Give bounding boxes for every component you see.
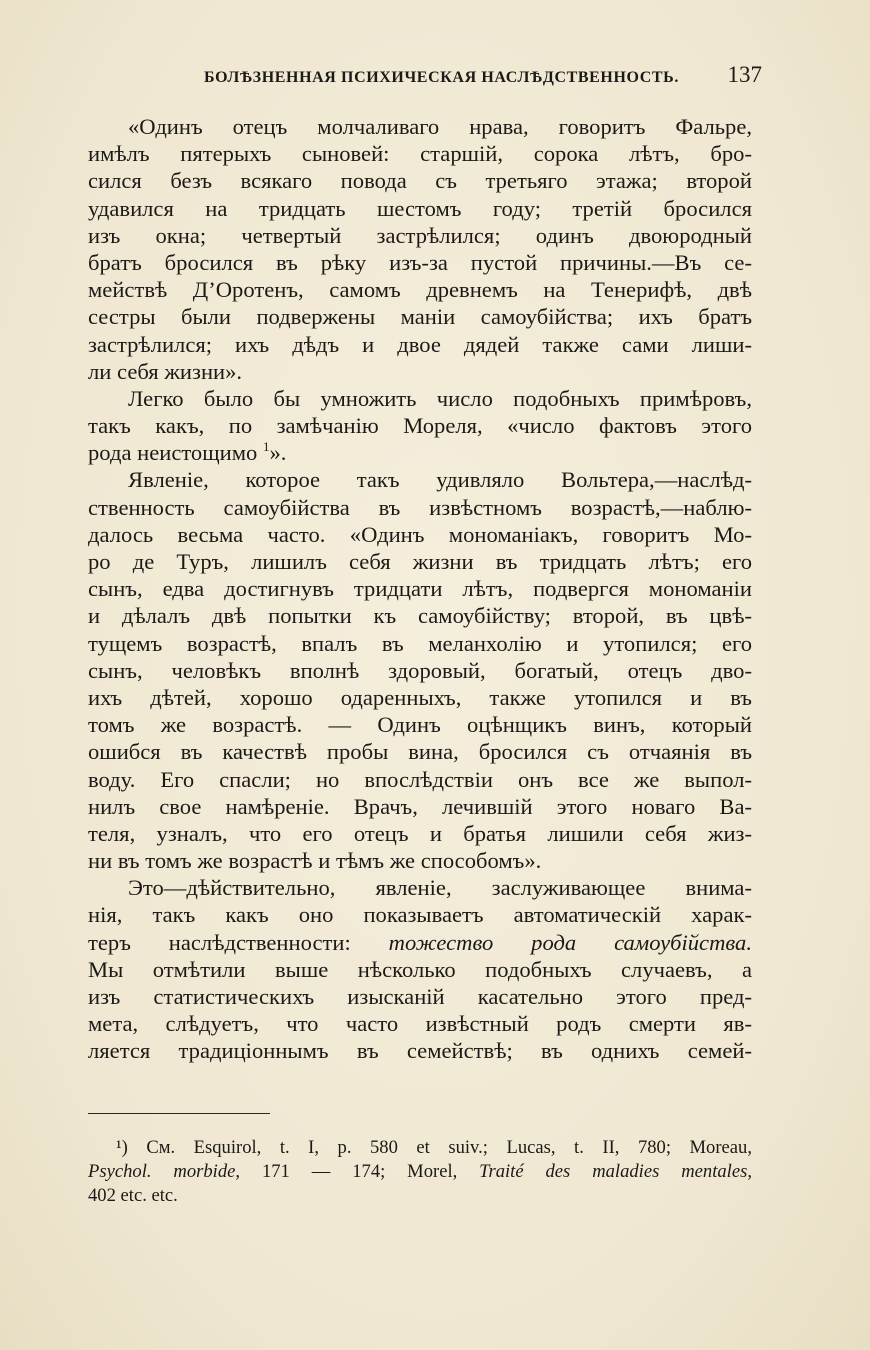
text-line: воду. Его спасли; но впослѣдствіи онъ все же выпол- bbox=[88, 766, 752, 792]
footnote-italic: Psychol. morbide bbox=[88, 1161, 236, 1182]
text-line: нія, такъ какъ оно показываетъ автоматическій харак- bbox=[88, 902, 752, 928]
running-title: БОЛѢЗНЕННАЯ ПСИХИЧЕСКАЯ НАСЛѢДСТВЕННОСТЬ. bbox=[204, 69, 679, 86]
text-line: сился безъ всякаго повода съ третьяго этажа; второй bbox=[88, 168, 752, 194]
text-line: ственность самоубійства въ извѣстномъ возрастѣ,—наблю- bbox=[88, 494, 752, 520]
text-line: сестры были подвержены маніи самоубійства; ихъ братъ bbox=[88, 304, 752, 330]
text-line: ляется традиціоннымъ въ семействѣ; въ однихъ семей- bbox=[88, 1038, 752, 1064]
italic-emphasis: тожество рода самоубійства. bbox=[388, 929, 752, 955]
text-line: Мы отмѣтили выше нѣсколько подобныхъ случаевъ, а bbox=[88, 956, 752, 982]
text-fragment: рода неистощимо bbox=[88, 440, 263, 466]
footnote-reference[interactable]: 1 bbox=[262, 439, 270, 455]
text-line: томъ же возрастѣ. — Одинъ оцѣнщикъ винъ, который bbox=[88, 712, 752, 738]
footnote-marker: ¹) bbox=[116, 1137, 128, 1158]
text-line: братъ бросился въ рѣку изъ-за пустой причины.—Въ се- bbox=[88, 249, 752, 275]
text-line: изъ окна; четвертый застрѣлился; одинъ двоюродный bbox=[88, 222, 752, 248]
text-line: имѣлъ пятерыхъ сыновей: старшій, сорока лѣтъ, бро- bbox=[88, 141, 752, 167]
text-line: «Одинъ отецъ молчаливаго нрава, говоритъ Фальре, bbox=[128, 114, 752, 139]
text-line: ни въ томъ же возрастѣ и тѣмъ же способомъ». bbox=[88, 848, 542, 874]
text-line: ро де Туръ, лишилъ себя жизни въ тридцать лѣтъ; его bbox=[88, 549, 752, 574]
text-line: застрѣлился; ихъ дѣдъ и двое дядей также сами лиши- bbox=[88, 331, 752, 357]
text-line bbox=[88, 929, 752, 956]
footnote-line bbox=[88, 1136, 752, 1160]
text-line: удавился на тридцать шестомъ году; третій бросился bbox=[88, 195, 752, 221]
text-fragment: теръ наслѣдственности: bbox=[88, 929, 389, 955]
text-fragment: ». bbox=[269, 440, 287, 466]
footnote-italic: Traité des maladies mentales bbox=[479, 1161, 748, 1182]
text-line: сынъ, едва достигнувъ тридцати лѣтъ, подвергся мономаніи bbox=[88, 576, 752, 602]
text-line: изъ статистическихъ изысканій касательно этого пред- bbox=[88, 984, 752, 1009]
text-line: ли себя жизни». bbox=[88, 358, 243, 384]
text-line: теля, узналъ, что его отецъ и братья лишили себя жиз- bbox=[88, 820, 752, 846]
footnote-line: 402 etc. etc. bbox=[88, 1185, 178, 1206]
page-number: 137 bbox=[727, 62, 762, 87]
text-line: тущемъ возрастѣ, впалъ въ меланхолію и утопился; его bbox=[88, 630, 752, 656]
footnote-line bbox=[88, 1160, 752, 1184]
footnote-divider bbox=[88, 1113, 270, 1114]
text-line: сынъ, человѣкъ вполнѣ здоровый, богатый, отецъ дво- bbox=[88, 657, 752, 683]
text-line: Легко было бы умножить число подобныхъ примѣровъ, bbox=[128, 385, 752, 411]
text-line: такъ какъ, по замѣчанію Мореля, «число фактовъ этого bbox=[88, 413, 752, 439]
text-line bbox=[88, 439, 752, 466]
footnote bbox=[88, 1136, 752, 1208]
footnote-text: См. Esquirol, t. I, p. 580 et suiv.; Lucas, t. II, 780; Moreau, bbox=[146, 1137, 752, 1158]
text-line: Явленіе, которое такъ удивляло Вольтера,—наслѣд- bbox=[128, 467, 752, 493]
text-line: далось весьма часто. «Одинъ мономаніакъ, говоритъ Мо- bbox=[88, 521, 752, 547]
text-line: мействѣ Д’Оротенъ, самомъ древнемъ на Тенерифѣ, двѣ bbox=[88, 277, 752, 303]
footnote-text: , bbox=[747, 1161, 752, 1182]
text-line: нилъ свое намѣреніе. Врачъ, лечившій этого новаго Ва- bbox=[88, 793, 752, 819]
running-head bbox=[88, 62, 760, 92]
text-line: ошибся въ качествѣ пробы вина, бросился съ отчаянія въ bbox=[88, 739, 752, 765]
text-line: мета, слѣдуетъ, что часто извѣстный родъ смерти яв- bbox=[88, 1011, 752, 1037]
text-line: и дѣлалъ двѣ попытки къ самоубійству; второй, въ цвѣ- bbox=[88, 603, 752, 629]
footnote-text: , 171 — 174; Morel, bbox=[235, 1161, 480, 1182]
body-text bbox=[88, 113, 752, 1065]
text-line: Это—дѣйствительно, явленіе, заслуживающее внима- bbox=[128, 875, 752, 901]
text-line: ихъ дѣтей, хорошо одаренныхъ, также утопился и въ bbox=[88, 684, 752, 710]
